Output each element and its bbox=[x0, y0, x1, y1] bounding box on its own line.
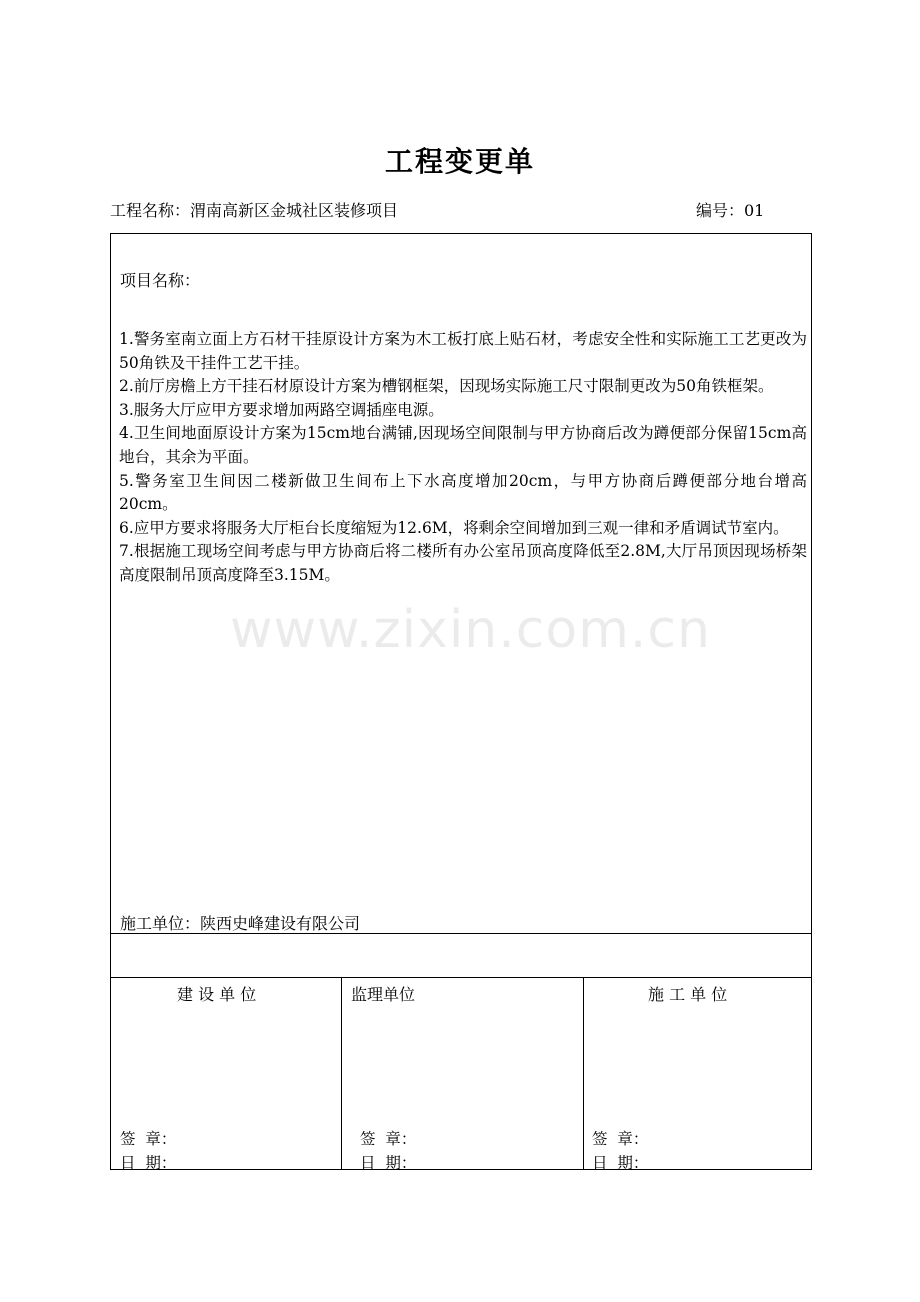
project-label: 项目名称： bbox=[120, 271, 201, 290]
contractor-line: 施工单位：陕西史峰建设有限公司 bbox=[120, 914, 361, 933]
change-items-list bbox=[119, 328, 807, 588]
change-item: 6.应甲方要求将服务大厅柜台长度缩短为12.6M，将剩余空间增加到三观一律和矛盾调试节室内。 bbox=[119, 518, 789, 537]
document-title: 工程变更单 bbox=[384, 145, 535, 178]
row-divider bbox=[111, 933, 811, 934]
supervisor-date-label: 日 期： bbox=[360, 1154, 417, 1172]
change-item: 4.卫生间地面原设计方案为15cm地台满铺,因现场空间限制与甲方协商后改为蹲便部分保留15cm高地台，其余为平面。 bbox=[119, 424, 807, 466]
owner-seal-label: 签 章： bbox=[120, 1130, 177, 1148]
column-divider bbox=[583, 977, 584, 1169]
construction-date-label: 日 期： bbox=[592, 1154, 649, 1172]
serial-number: 编号：01 bbox=[696, 201, 765, 220]
project-name: 工程名称：渭南高新区金城社区装修项目 bbox=[110, 201, 399, 220]
change-item: 7.根据施工现场空间考虑与甲方协商后将二楼所有办公室吊顶高度降低至2.8M,大厅吊顶因现场桥架高度限制吊顶高度降至3.15M。 bbox=[119, 542, 807, 584]
owner-date-label: 日 期： bbox=[120, 1154, 177, 1172]
watermark: www.zixin.com.cn bbox=[230, 600, 711, 660]
change-form-table bbox=[110, 233, 812, 1170]
row-divider bbox=[111, 977, 811, 978]
supervisor-seal-label: 签 章： bbox=[360, 1130, 417, 1148]
column-divider bbox=[341, 977, 342, 1169]
construction-seal-label: 签 章： bbox=[592, 1130, 649, 1148]
change-item: 3.服务大厅应甲方要求增加两路空调插座电源。 bbox=[119, 400, 444, 419]
change-item: 1.警务室南立面上方石材干挂原设计方案为木工板打底上贴石材，考虑安全性和实际施工工艺更改为50角铁及干挂件工艺干挂。 bbox=[119, 330, 807, 372]
change-item: 5.警务室卫生间因二楼新做卫生间布上下水高度增加20cm，与甲方协商后蹲便部分地台增高20cm。 bbox=[119, 471, 807, 514]
construction-unit-title: 施 工 单 位 bbox=[648, 985, 728, 1004]
owner-unit-title: 建 设 单 位 bbox=[177, 985, 257, 1004]
supervisor-unit-title: 监理单位 bbox=[351, 985, 416, 1004]
change-item: 2.前厅房檐上方干挂石材原设计方案为槽钢框架，因现场实际施工尺寸限制更改为50角铁框架。 bbox=[119, 377, 774, 396]
